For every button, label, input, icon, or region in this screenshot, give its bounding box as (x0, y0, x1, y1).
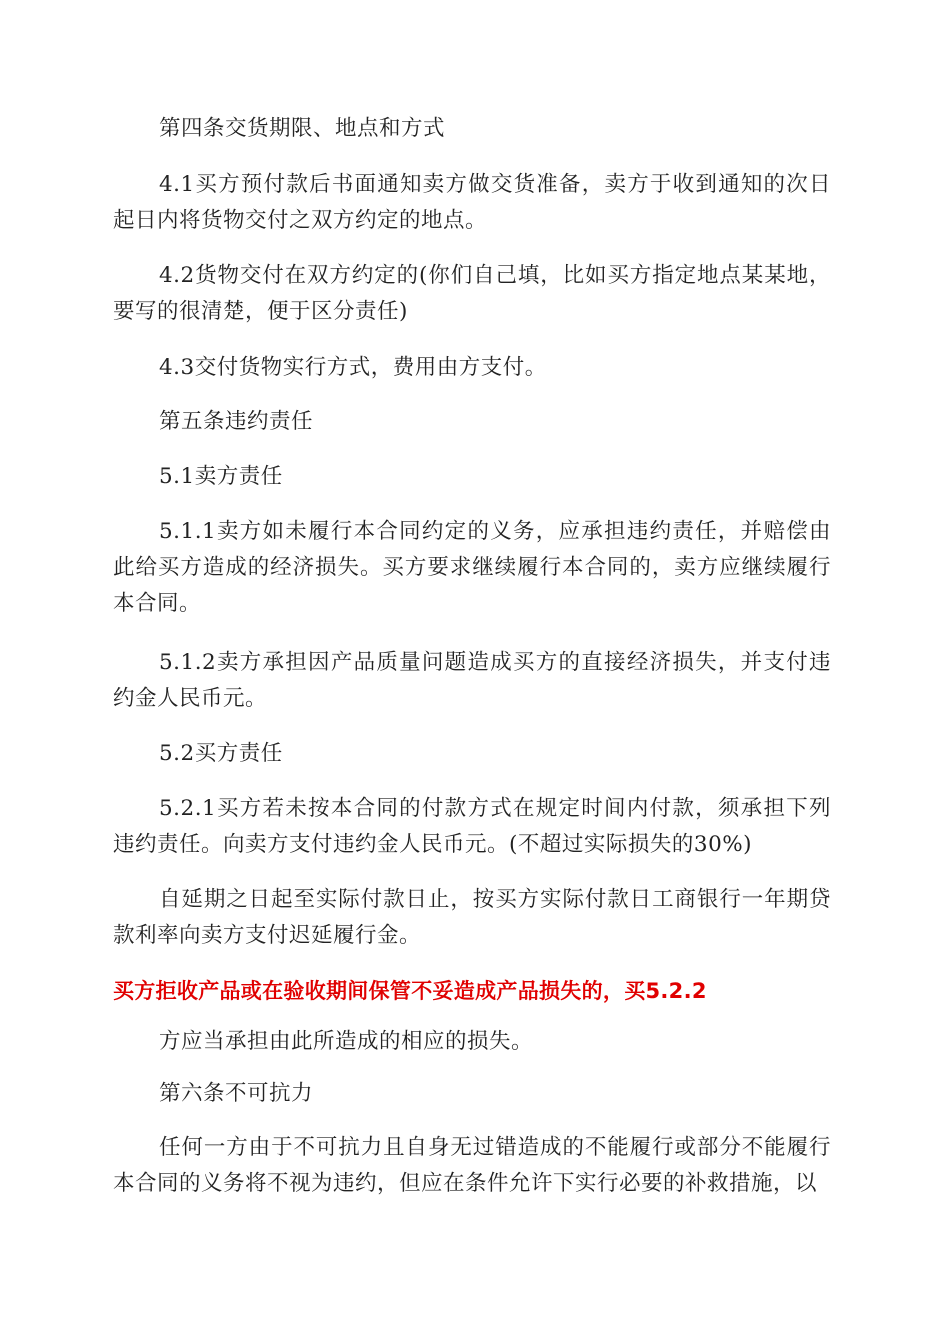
clause-5-2-2-highlight: 买方拒收产品或在验收期间保管不妥造成产品损失的，买5.2.2 (113, 979, 707, 1003)
clause-4-3: 4.3交付货物实行方式，费用由方支付。 (159, 355, 547, 380)
clause-5-1-2: 5.1.2卖方承担因产品质量问题造成买方的直接经济损失，并支付违约金人民币元。 (113, 650, 831, 711)
clause-4-1: 4.1买方预付款后书面通知卖方做交货准备，卖方于收到通知的次日起日内将货物交付之双方约定的地点。 (113, 172, 831, 233)
clause-5-2-2-continuation: 方应当承担由此所造成的相应的损失。 (159, 1029, 534, 1054)
clause-4-2: 4.2货物交付在双方约定的(你们自己填，比如买方指定地点某某地，要写的很清楚，便于区分责任) (113, 263, 831, 324)
clause-5-1-1: 5.1.1卖方如未履行本合同约定的义务，应承担违约责任，并赔偿由此给买方造成的经济损失。买方要求继续履行本合同的，卖方应继续履行本合同。 (113, 519, 831, 616)
article-6-heading: 第六条不可抗力 (159, 1081, 314, 1106)
clause-5-2: 5.2买方责任 (159, 741, 283, 766)
article-5-heading: 第五条违约责任 (159, 409, 314, 434)
late-payment-paragraph: 自延期之日起至实际付款日止，按买方实际付款日工商银行一年期贷款利率向卖方支付迟延履行金。 (113, 887, 831, 948)
article-4-heading: 第四条交货期限、地点和方式 (159, 116, 446, 141)
article-6-body: 任何一方由于不可抗力且自身无过错造成的不能履行或部分不能履行本合同的义务将不视为违约，但应在条件允许下实行必要的补救措施，以 (113, 1135, 831, 1196)
clause-5-2-1: 5.2.1买方若未按本合同的付款方式在规定时间内付款，须承担下列违约责任。向卖方支付违约金人民币元。(不超过实际损失的30%) (113, 796, 831, 857)
clause-5-1: 5.1卖方责任 (159, 464, 283, 489)
